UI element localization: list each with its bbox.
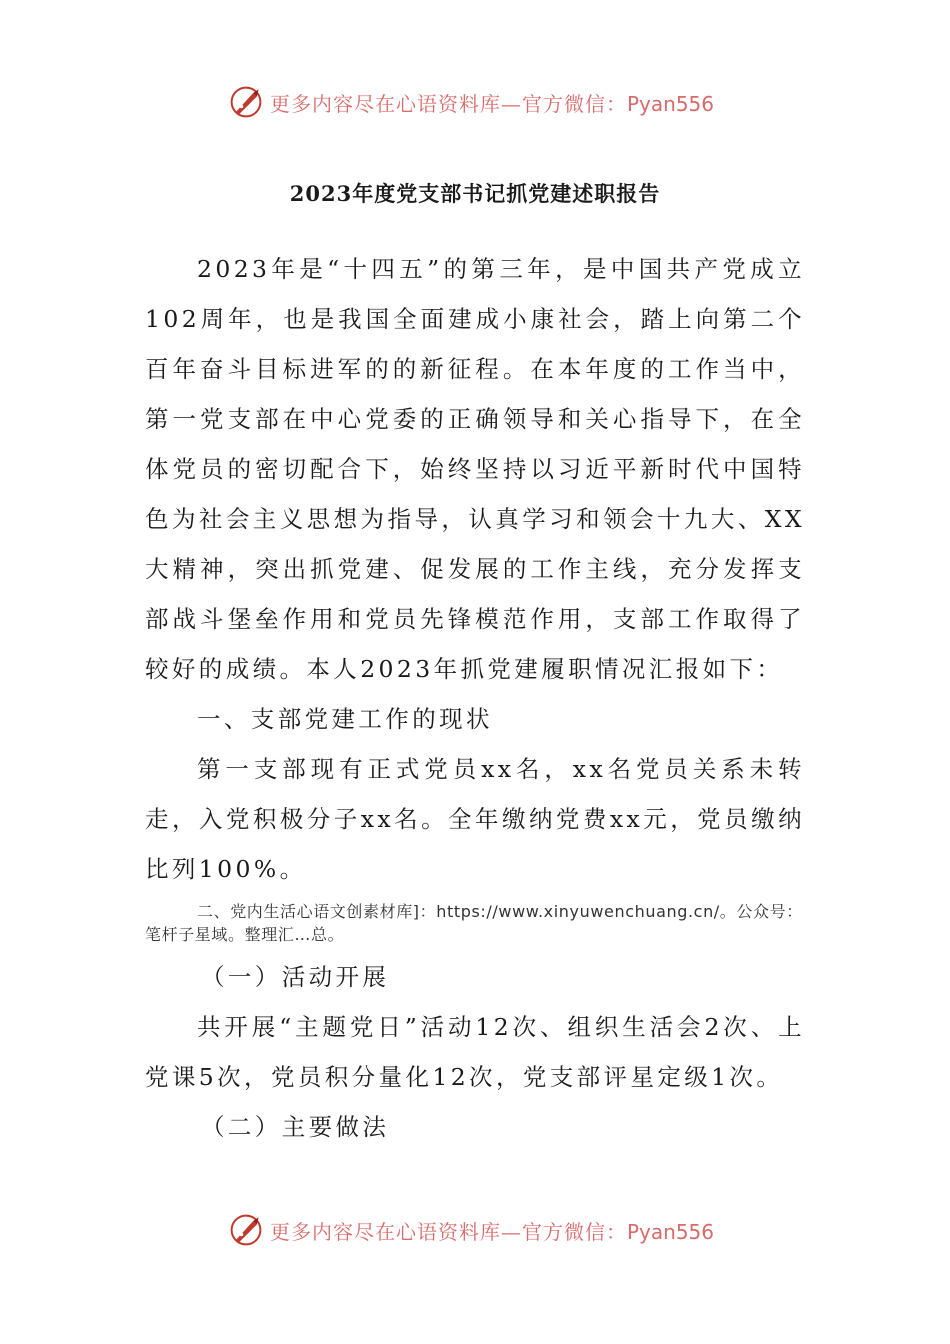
section2-note: 二、党内生活心语文创素材库]：https://www.xinyuwenchuang.cn/。公众号：笔杆子星域。整理汇…总。 bbox=[145, 902, 803, 944]
document-title: 2023年度党支部书记抓党建述职报告 bbox=[289, 181, 661, 206]
header-banner-text: 更多内容尽在心语资料库—官方微信：Pyan556 bbox=[270, 91, 715, 116]
footer-banner-text: 更多内容尽在心语资料库—官方微信：Pyan556 bbox=[270, 1219, 715, 1244]
footer-banner bbox=[228, 1210, 728, 1250]
pen-nib-logo-icon bbox=[228, 1212, 264, 1248]
sub1-body: 共开展“主题党日”活动12次、组织生活会2次、上党课5次，党员积分量化12次，党支部评星定级1次。 bbox=[145, 1013, 805, 1091]
pen-nib-logo-icon bbox=[228, 84, 264, 120]
header-wechat-id: Pyan556 bbox=[627, 91, 715, 116]
sub1-heading: （一）活动开展 bbox=[201, 963, 390, 991]
header-banner bbox=[228, 82, 728, 122]
footer-wechat-id: Pyan556 bbox=[627, 1219, 715, 1244]
section1-heading: 一、支部党建工作的现状 bbox=[197, 705, 493, 733]
document-body bbox=[145, 244, 805, 1152]
section1-body: 第一支部现有正式党员xx名，xx名党员关系未转走，入党积极分子xx名。全年缴纳党费xx元，党员缴纳比列100%。 bbox=[145, 755, 805, 883]
intro-paragraph: 2023年是“十四五”的第三年，是中国共产党成立102周年，也是我国全面建成小康社会，踏上向第二个百年奋斗目标进军的的新征程。在本年度的工作当中，第一党支部在中心党委的正确领导和关心指导下，在全体党员的密切配合下，始终坚持以习近平新时代中国特色为社会主义思想为指导，认真学习和领会十九大、XX大精神，突出抓党建、促发展的工作主线，充分发挥支部战斗堡垒作用和党员先锋模范作用，支部工作取得了较好的成绩。本人2023年抓党建履职情况汇报如下： bbox=[145, 255, 805, 683]
sub2-heading: （二）主要做法 bbox=[201, 1113, 390, 1141]
